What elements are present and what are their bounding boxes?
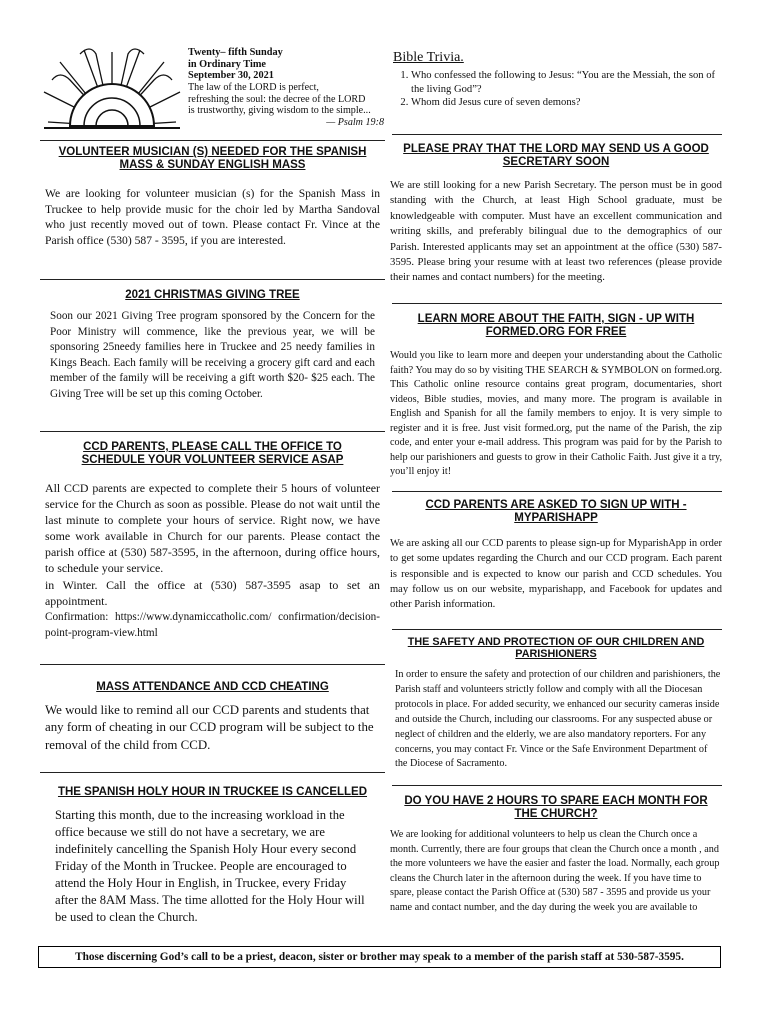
divider [392, 785, 722, 786]
section-secretary [390, 143, 722, 286]
divider [40, 772, 385, 773]
section-body: We are still looking for a new Parish Secretary. The person must be in good standing with the Church, at least High School graduate, must be knowledgeable with computer. Must have an excellent communication and writing skills, and preferably bilingual due to the demographics of our Parish. Interested applicants may set an appointment at the office (530) 587-3595. Please bring your resume with at least two references (please provide their names and contact numbers) for the meeting. [390, 179, 722, 284]
bible-trivia-title: Bible Trivia. [393, 50, 464, 65]
divider [392, 629, 722, 630]
section-two-hours [390, 795, 722, 916]
divider [40, 279, 385, 280]
section-heading: DO YOU HAVE 2 HOURS TO SPARE EACH MONTH FOR THE CHURCH? [404, 795, 708, 820]
section-body: We are looking for volunteer musician (s) for the Spanish Mass in Truckee to help provide music for the choir led by Martha Sandoval who just recently moved out of town. Please contact Fr. Vince at the Parish office (530) 587 - 3595, if you are interested. [45, 187, 380, 247]
section-volunteer-musician [45, 146, 380, 248]
bible-trivia [393, 50, 723, 110]
psalm-quote: The law of the LORD is perfect, refreshing the soul: the decree of the LORD is trustworthy, giving wisdom to the simple... — Psalm 19:8 [188, 82, 384, 128]
section-heading: 2021 CHRISTMAS GIVING TREE [125, 289, 300, 301]
section-body: In order to ensure the safety and protection of our children and parishioners, the Parish staff and volunteers strictly follow and comply with all the Diocesan protocols in place. For added security, we enhanced our security cameras inside and outside the Church, including our classrooms. For any suspected abuse or neglect of children and the elderly, we are also mandatory reporters. For any concerns, you may contact Fr. Vince or the Safe Environment Department of the Diocese of Sacramento. [395, 669, 721, 770]
confirmation-link[interactable]: Confirmation: https://www.dynamiccatholic.com/ confirmation/decision-point-program-view.html [45, 610, 380, 639]
section-spanish-holy-hour [55, 786, 370, 926]
sun-emblem [40, 40, 185, 135]
section-myparishapp [390, 499, 722, 612]
trivia-question: 1. Who confessed the following to Jesus: “You are the Messiah, the son of the living God”? [411, 69, 723, 96]
section-body: We would like to remind all our CCD parents and students that any form of cheating in our CCD program will be subject to the removal of the child from CCD. [45, 703, 374, 752]
section-body: Starting this month, due to the increasing workload in the office because we still do not have a secretary, we are indefinitely cancelling the Spanish Holy Hour every second Friday of the Month in Truckee. People are encouraged to attend the Holy Hour in English, in Truckee, every Friday after the 8AM Mass. The time allotted for the Holy Hour will be used to clean the Church. [55, 808, 365, 924]
section-mass-attendance [45, 681, 380, 754]
divider [40, 431, 385, 432]
trivia-question: 2. Whom did Jesus cure of seven demons? [411, 96, 723, 110]
section-ccd-volunteer [45, 441, 380, 641]
section-heading: CCD PARENTS ARE ASKED TO SIGN UP WITH - MYPARISHAPP [425, 499, 687, 524]
section-heading: CCD PARENTS, PLEASE CALL THE OFFICE TO SCHEDULE YOUR VOLUNTEER SERVICE ASAP [81, 441, 344, 466]
section-heading: PLEASE PRAY THAT THE LORD MAY SEND US A GOOD SECRETARY SOON [403, 143, 709, 168]
section-body: We are looking for additional volunteers to help us clean the Church once a month. Currently, there are four groups that clean the Church once a month , and the more volunteers we have the easier and faster the load. Normally, each group cleans the Church later in the afternoon during the week. If you have time to spare, please contact the Parish Office at (530) 587 - 3595 and provide us your name and contact number, and the day during the week you are available to [390, 829, 720, 913]
divider [40, 140, 385, 141]
section-giving-tree [50, 289, 375, 403]
section-heading: MASS ATTENDANCE AND CCD CHEATING [96, 681, 329, 693]
section-body: Soon our 2021 Giving Tree program sponsored by the Concern for the Poor Ministry will commence, like the previous year, we will be sponsoring 25needy families here in Truckee and 25 needy families in Kings Beach. Each family will be receiving a grocery gift card and each member of the family will be receiving a gift worth $20- $25 each. The Giving Tree will be set up this coming October. [50, 310, 375, 400]
divider [392, 491, 722, 492]
section-heading: THE SPANISH HOLY HOUR IN TRUCKEE IS CANCELLED [57, 786, 368, 798]
section-safety [390, 636, 722, 772]
footer-vocations-notice: Those discerning God’s call to be a priest, deacon, sister or brother may speak to a member of the parish staff at 530-587-3595. [38, 946, 721, 968]
divider [392, 134, 722, 135]
divider [40, 664, 385, 665]
section-heading: THE SAFETY AND PROTECTION OF OUR CHILDREN AND PARISHIONERS [407, 636, 705, 660]
section-body: Would you like to learn more and deepen your understanding about the Catholic faith? You may do so by visiting THE SEARCH & SYMBOLON on formed.org. This Catholic online resource contains great program, documentaries, short videos, Bible studies, movies, and many more. The program is available in English and Spanish for all the family members to enjoy. It is very simple to register and it is free. Just visit formed.org, put the name of the Parish, the zip code, and enter your e-mail address. This program was paid for by the Parish to help our parishioners and guests to grow in their Catholic Faith. Just give it a try, you’ll enjoy it! [390, 350, 722, 477]
section-heading: LEARN MORE ABOUT THE FAITH, SIGN - UP WITH FORMED.ORG FOR FREE [417, 313, 695, 338]
section-body: in Winter. Call the office at (530) 587-3595 asap to set an appointment. [45, 577, 380, 608]
section-heading: VOLUNTEER MUSICIAN (S) NEEDED FOR THE SPANISH MASS & SUNDAY ENGLISH MASS [58, 146, 367, 171]
section-body: All CCD parents are expected to complete their 5 hours of volunteer service for the Church as soon as possible. Please do not wait until the last minute to complete your hours of service. Right now, we have some work available in Church for our parents. Please contact the parish office at (530) 587-3595, in the afternoon, during office hours, to schedule your service. [45, 481, 380, 576]
section-body: We are asking all our CCD parents to please sign-up for MyparishApp in order to get some updates regarding the Church and our CCD program. Each parent is responsible and is expected to know our parish and CCD schedules. You may follow us on our website, myparishapp, and Facebook for updates and other Parish information. [390, 538, 722, 611]
sunday-heading: Twenty– fifth Sunday in Ordinary Time September 30, 2021 [188, 47, 283, 81]
divider [392, 303, 722, 304]
psalm-citation: — Psalm 19:8 [326, 116, 384, 128]
section-formed [390, 313, 722, 480]
